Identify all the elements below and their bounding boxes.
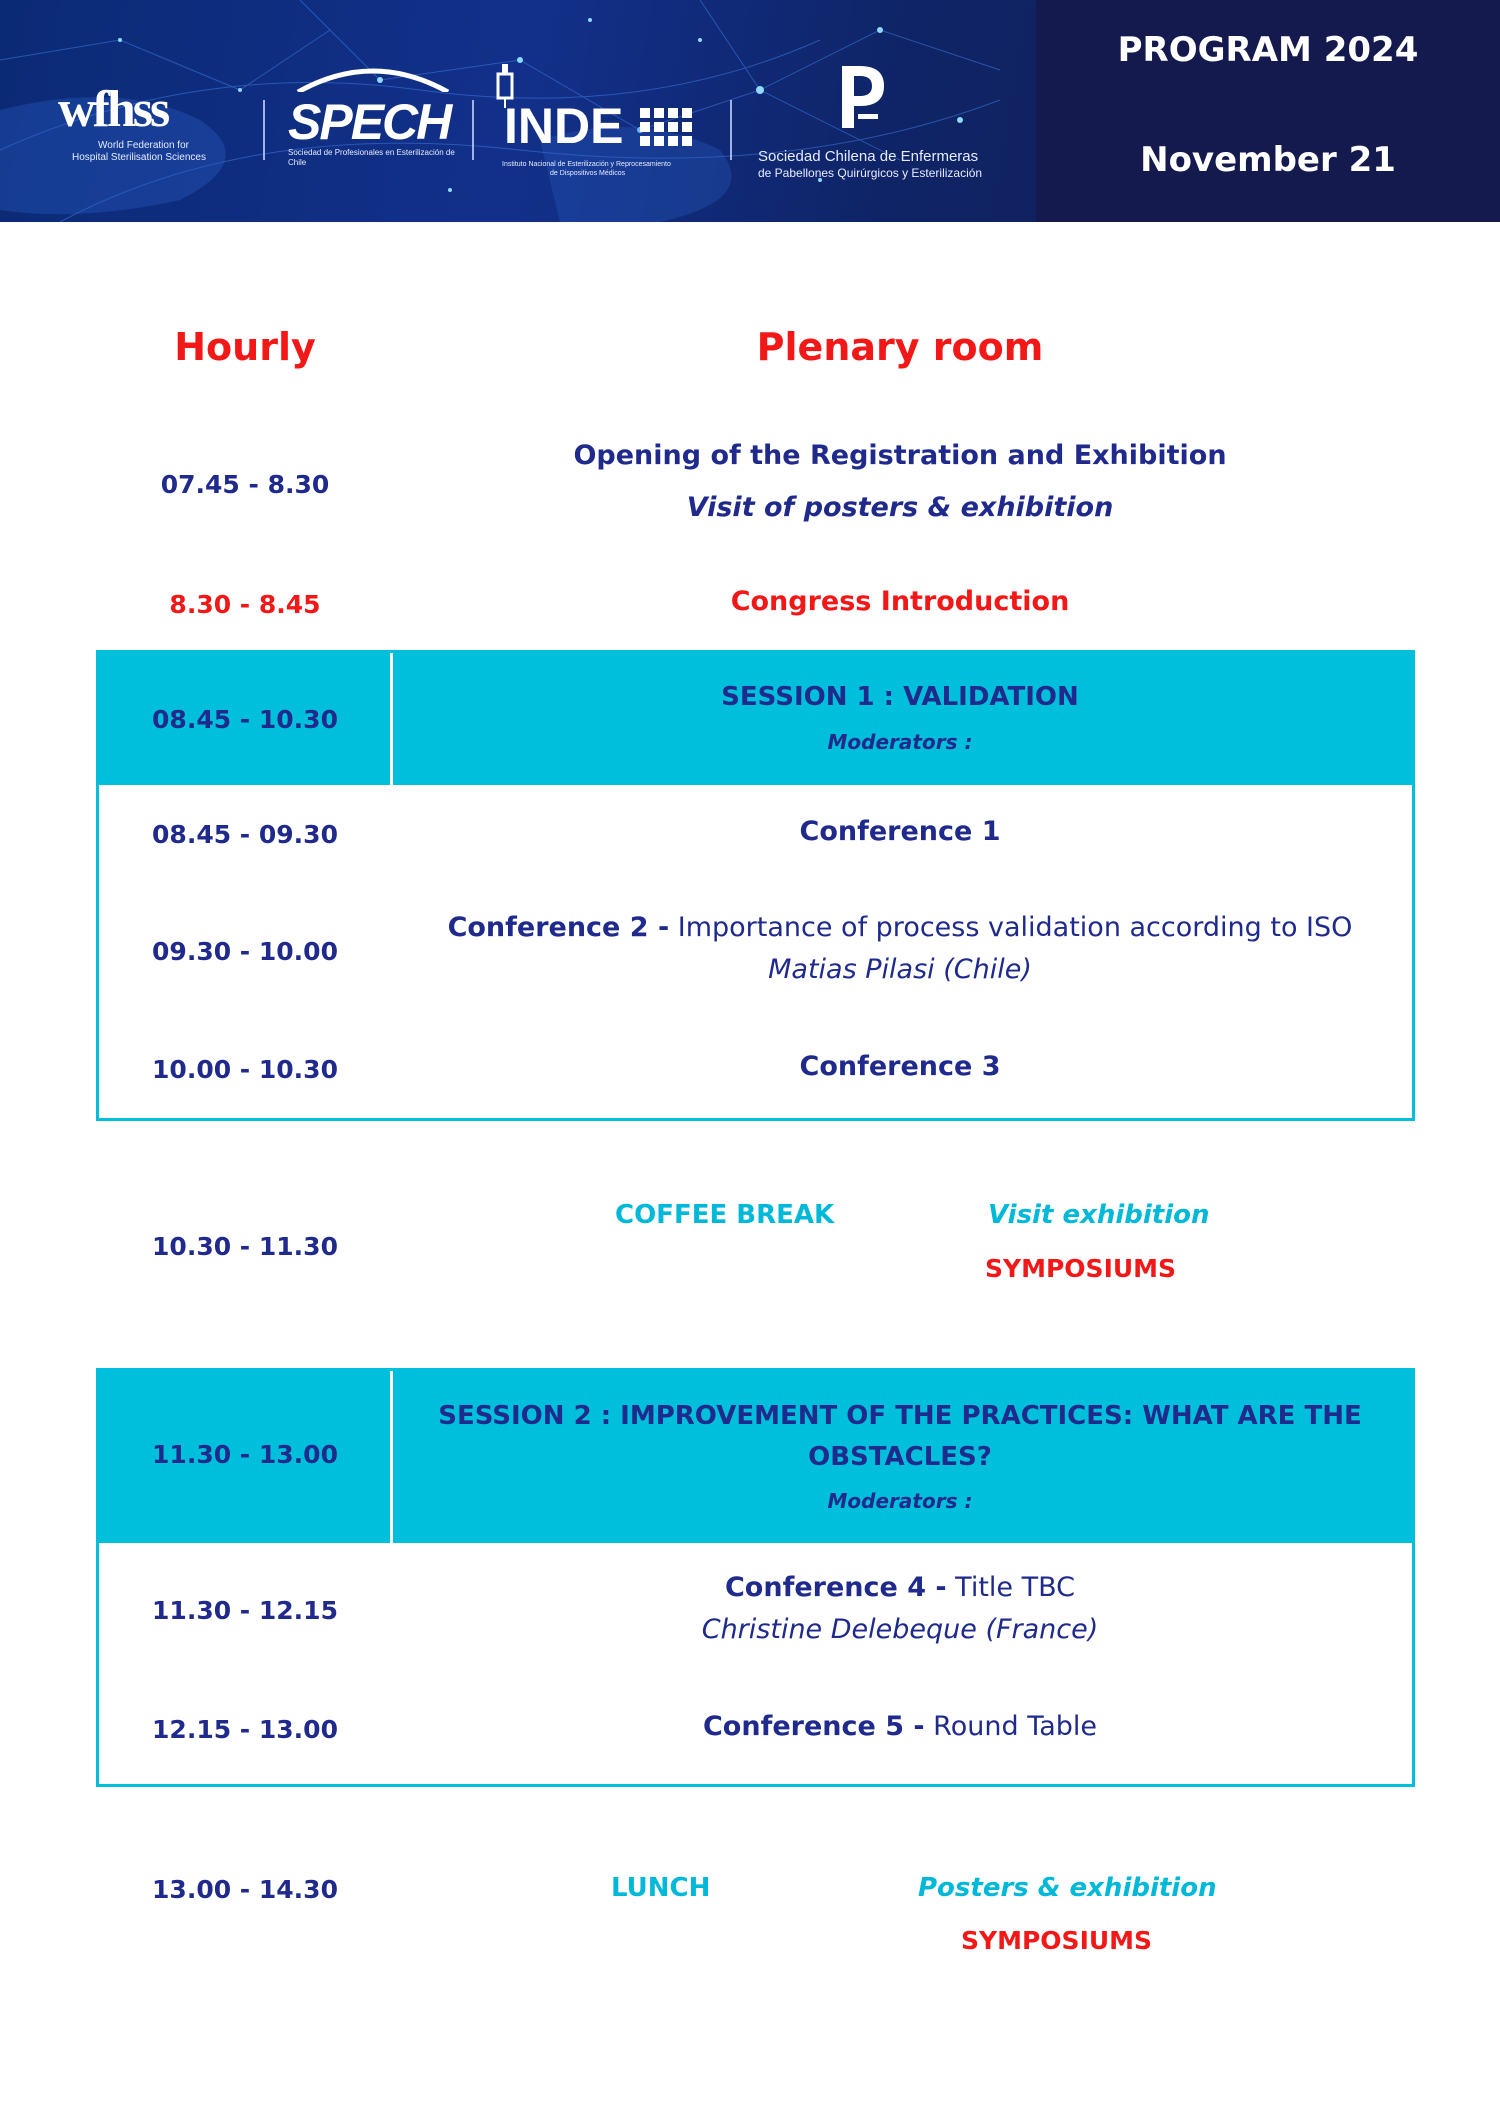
conference2-line <box>390 912 1410 943</box>
lunch-label: LUNCH <box>611 1873 711 1903</box>
coffee-break-label: COFFEE BREAK <box>615 1200 835 1230</box>
conference5-time: 12.15 - 13.00 <box>152 1715 338 1744</box>
conference1-label: Conference 1 <box>799 816 1001 847</box>
plenary-room-heading: Plenary room <box>756 325 1044 369</box>
conference3-label: Conference 3 <box>799 1051 1001 1082</box>
session1-time: 08.45 - 10.30 <box>152 705 338 734</box>
conference2-topic: Importance of process validation according to ISO <box>669 912 1353 943</box>
intro-time: 8.30 - 8.45 <box>169 590 321 619</box>
conference2-speaker: Matias Pilasi (Chile) <box>768 954 1032 985</box>
posters-exhibition-label: Posters & exhibition <box>918 1873 1217 1903</box>
wfhss-logo: wfhss World Federation for Hospital Sterilisation Sciences <box>58 81 206 163</box>
spech-arc-icon <box>288 62 458 92</box>
header-banner: wfhss World Federation for Hospital Sterilisation Sciences SPECH Sociedad de Profesionales en Esterilización de Chile INDE Instituto Nacional de Esterilización y Reprocesamiento de Dispositivos Médicos Sociedad Chilena de Enfermeras de Pabellones Quirúrgicos y Esterilización PROGRAM 2024 November 21 <box>0 0 1500 222</box>
logo-separator <box>730 100 732 160</box>
conference5-topic: Round Table <box>924 1711 1098 1742</box>
opening-time: 07.45 - 8.30 <box>160 470 330 499</box>
conference4-speaker: Christine Delebeque (France) <box>701 1614 1099 1645</box>
conference4-topic: Title TBC <box>946 1572 1076 1603</box>
header-title-panel <box>1036 0 1500 222</box>
conference4-label: Conference 4 - <box>724 1572 947 1603</box>
lunch-time: 13.00 - 14.30 <box>152 1875 338 1904</box>
conference1-time: 08.45 - 09.30 <box>152 820 338 849</box>
coffee-break-time: 10.30 - 11.30 <box>152 1232 338 1261</box>
program-title: PROGRAM 2024 <box>1117 30 1419 70</box>
conference5-line <box>390 1711 1410 1742</box>
conference4-line <box>390 1572 1410 1603</box>
band-divider <box>390 653 393 785</box>
session2-title-line2: OBSTACLES? <box>808 1442 992 1472</box>
grid-icon <box>640 108 694 150</box>
session2-title-line1: SESSION 2 : IMPROVEMENT OF THE PRACTICES: WHAT ARE THE <box>438 1401 1362 1431</box>
session2-moderators: Moderators : <box>827 1489 973 1513</box>
session2-time: 11.30 - 13.00 <box>152 1440 338 1469</box>
symposiums-label-1: SYMPOSIUMS <box>985 1254 1177 1283</box>
hourly-heading: Hourly <box>174 325 316 369</box>
spech-logo: SPECH Sociedad de Profesionales en Esterilización de Chile <box>288 62 458 168</box>
visit-exhibition-label: Visit exhibition <box>988 1200 1210 1230</box>
conference4-time: 11.30 - 12.15 <box>152 1596 338 1625</box>
conference2-time: 09.30 - 10.00 <box>152 937 338 966</box>
conference5-label: Conference 5 - <box>702 1711 925 1742</box>
opening-subtitle: Visit of posters & exhibition <box>686 492 1114 523</box>
intro-title: Congress Introduction <box>730 586 1070 617</box>
conference3-time: 10.00 - 10.30 <box>152 1055 338 1084</box>
conference2-label: Conference 2 - <box>447 912 670 943</box>
session1-moderators: Moderators : <box>827 730 973 754</box>
logo-separator <box>472 100 474 160</box>
opening-title: Opening of the Registration and Exhibition <box>573 440 1227 471</box>
session1-title: SESSION 1 : VALIDATION <box>721 682 1079 712</box>
p-monogram-icon <box>836 66 890 136</box>
logo-separator <box>263 100 265 160</box>
program-date: November 21 <box>1140 140 1396 180</box>
symposiums-label-2: SYMPOSIUMS <box>961 1926 1153 1955</box>
